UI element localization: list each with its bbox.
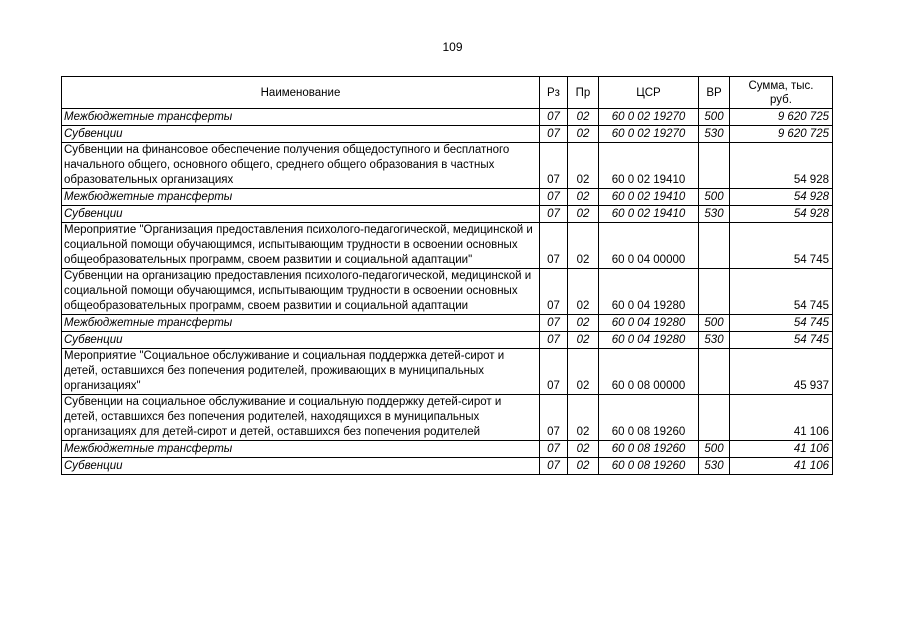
table-row — [62, 223, 833, 269]
table-row — [62, 189, 833, 206]
cell-pr: 02 — [568, 349, 599, 395]
cell-sum: 41 106 — [730, 458, 833, 475]
cell-pr: 02 — [568, 223, 599, 269]
cell-csr: 60 0 08 19260 — [599, 458, 699, 475]
cell-sum: 54 745 — [730, 223, 833, 269]
table-row — [62, 269, 833, 315]
table-header — [62, 77, 833, 109]
cell-sum: 9 620 725 — [730, 109, 833, 126]
cell-vr — [699, 395, 730, 441]
cell-sum: 54 745 — [730, 269, 833, 315]
cell-sum: 54 928 — [730, 143, 833, 189]
cell-pr: 02 — [568, 458, 599, 475]
cell-vr — [699, 223, 730, 269]
cell-sum: 9 620 725 — [730, 126, 833, 143]
cell-sum: 41 106 — [730, 441, 833, 458]
cell-name: Субвенции — [62, 206, 540, 223]
cell-sum: 54 928 — [730, 206, 833, 223]
cell-csr: 60 0 08 19260 — [599, 441, 699, 458]
cell-rz: 07 — [540, 458, 568, 475]
cell-rz: 07 — [540, 349, 568, 395]
cell-rz: 07 — [540, 206, 568, 223]
cell-name: Межбюджетные трансферты — [62, 189, 540, 206]
cell-csr: 60 0 02 19410 — [599, 143, 699, 189]
cell-sum: 41 106 — [730, 395, 833, 441]
cell-sum: 54 745 — [730, 315, 833, 332]
table-row — [62, 332, 833, 349]
table-row — [62, 206, 833, 223]
cell-name: Субвенции — [62, 458, 540, 475]
cell-vr: 530 — [699, 206, 730, 223]
cell-rz: 07 — [540, 223, 568, 269]
cell-rz: 07 — [540, 109, 568, 126]
cell-csr: 60 0 04 19280 — [599, 315, 699, 332]
cell-pr: 02 — [568, 143, 599, 189]
cell-pr: 02 — [568, 109, 599, 126]
table-row — [62, 126, 833, 143]
cell-rz: 07 — [540, 143, 568, 189]
cell-csr: 60 0 02 19270 — [599, 126, 699, 143]
cell-vr — [699, 143, 730, 189]
header-sum: Сумма, тыс. руб. — [730, 77, 833, 109]
cell-vr: 500 — [699, 315, 730, 332]
cell-csr: 60 0 02 19270 — [599, 109, 699, 126]
cell-csr: 60 0 04 19280 — [599, 332, 699, 349]
cell-name: Субвенции на социальное обслуживание и социальную поддержку детей-сирот и детей, оставшихся без попечения родителей, находящихся в муниципальных организациях для детей-сирот и детей, оставшихся без попечения родителей — [62, 395, 540, 441]
header-pr: Пр — [568, 77, 599, 109]
cell-vr: 500 — [699, 189, 730, 206]
cell-rz: 07 — [540, 189, 568, 206]
cell-sum: 45 937 — [730, 349, 833, 395]
cell-csr: 60 0 08 19260 — [599, 395, 699, 441]
cell-vr: 530 — [699, 126, 730, 143]
cell-name: Межбюджетные трансферты — [62, 109, 540, 126]
table-row — [62, 441, 833, 458]
header-rz: Рз — [540, 77, 568, 109]
cell-vr — [699, 349, 730, 395]
cell-csr: 60 0 02 19410 — [599, 206, 699, 223]
cell-rz: 07 — [540, 332, 568, 349]
cell-pr: 02 — [568, 332, 599, 349]
table-row — [62, 109, 833, 126]
header-vr: ВР — [699, 77, 730, 109]
cell-vr: 530 — [699, 458, 730, 475]
table-row — [62, 315, 833, 332]
cell-csr: 60 0 04 00000 — [599, 223, 699, 269]
cell-pr: 02 — [568, 206, 599, 223]
cell-name: Субвенции на организацию предоставления психолого-педагогической, медицинской и социальной помощи обучающимся, испытывающим трудности в освоении основных общеобразовательных программ, своем развитии и социальной адаптации — [62, 269, 540, 315]
cell-pr: 02 — [568, 315, 599, 332]
cell-rz: 07 — [540, 441, 568, 458]
cell-vr: 530 — [699, 332, 730, 349]
cell-pr: 02 — [568, 126, 599, 143]
header-csr: ЦСР — [599, 77, 699, 109]
cell-pr: 02 — [568, 441, 599, 458]
table-row — [62, 458, 833, 475]
cell-name: Межбюджетные трансферты — [62, 315, 540, 332]
cell-sum: 54 928 — [730, 189, 833, 206]
cell-vr: 500 — [699, 441, 730, 458]
cell-csr: 60 0 02 19410 — [599, 189, 699, 206]
cell-rz: 07 — [540, 395, 568, 441]
header-name: Наименование — [62, 77, 540, 109]
cell-csr: 60 0 04 19280 — [599, 269, 699, 315]
cell-sum: 54 745 — [730, 332, 833, 349]
table-row — [62, 395, 833, 441]
cell-pr: 02 — [568, 395, 599, 441]
page-number: 109 — [442, 40, 463, 54]
budget-table — [61, 76, 833, 475]
table-row — [62, 349, 833, 395]
cell-rz: 07 — [540, 126, 568, 143]
cell-name: Мероприятие "Социальное обслуживание и социальная поддержка детей-сирот и детей, оставшихся без попечения родителей, проживающих в муниципальных организациях" — [62, 349, 540, 395]
cell-rz: 07 — [540, 269, 568, 315]
cell-name: Субвенции — [62, 332, 540, 349]
cell-vr — [699, 269, 730, 315]
cell-name: Межбюджетные трансферты — [62, 441, 540, 458]
cell-name: Субвенции на финансовое обеспечение получения общедоступного и бесплатного начального общего, основного общего, среднего общего образования в частных образовательных организациях — [62, 143, 540, 189]
table-body — [62, 109, 833, 475]
cell-csr: 60 0 08 00000 — [599, 349, 699, 395]
cell-pr: 02 — [568, 269, 599, 315]
cell-pr: 02 — [568, 189, 599, 206]
cell-name: Мероприятие "Организация предоставления психолого-педагогической, медицинской и социальной помощи обучающимся, испытывающим трудности в освоении основных общеобразовательных программ, своем развитии и социальной адаптации" — [62, 223, 540, 269]
cell-vr: 500 — [699, 109, 730, 126]
cell-name: Субвенции — [62, 126, 540, 143]
cell-rz: 07 — [540, 315, 568, 332]
table-row — [62, 143, 833, 189]
